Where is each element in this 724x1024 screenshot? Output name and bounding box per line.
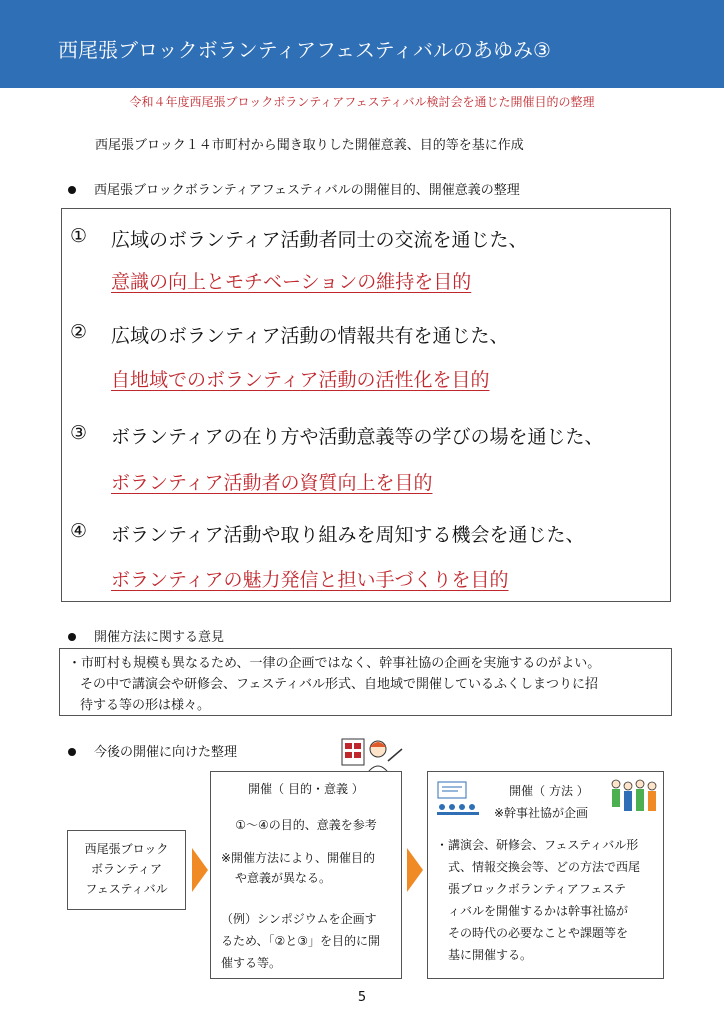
section3-heading-text: 今後の開催に向けた整理 xyxy=(94,745,238,760)
section2-heading-text: 開催方法に関する意見 xyxy=(94,630,225,645)
page-title: 西尾張ブロックボランティアフェスティバルのあゆみ③ xyxy=(58,38,551,62)
method-summary-note: ※幹事社協が企画 xyxy=(494,806,589,820)
people-group-icon xyxy=(608,776,660,822)
body-line: ・講演会、研修会、フェスティバル形 xyxy=(436,838,639,852)
item-line2: 意識の向上とモチベーションの維持を目的 xyxy=(111,271,472,293)
item-line1: 広域のボランティア活動の情報共有を通じた、 xyxy=(111,325,509,347)
item-line1: ボランティアの在り方や活動意義等の学びの場を通じた、 xyxy=(111,426,604,448)
page-number: 5 xyxy=(357,990,367,1005)
header-banner xyxy=(0,0,724,88)
bullet-icon xyxy=(68,186,76,194)
purpose-box xyxy=(61,208,671,602)
opinion-box xyxy=(59,648,672,716)
purpose-summary-title: 開催（ 目的・意義 ） xyxy=(248,782,364,796)
arrow-right-icon xyxy=(192,848,208,892)
bullet-icon xyxy=(68,748,76,756)
item-line1: ボランティア活動や取り組みを周知する機会を通じた、 xyxy=(111,524,585,546)
festival-box-line: ボランティア xyxy=(90,862,163,876)
body-line: 式、情報交換会等、どの方法で西尾 xyxy=(448,860,641,874)
opinion-line: ・市町村も規模も異なるため、一律の企画ではなく、幹事社協の企画を実施するのがよい。 xyxy=(68,656,601,671)
example-line: るため、「②と③」を目的に開 xyxy=(221,934,381,948)
bullet-icon xyxy=(68,633,76,641)
example-line: 催する等。 xyxy=(221,956,282,970)
body-line: 基に開催する。 xyxy=(448,948,533,962)
body-line: その時代の必要なことや課題等を xyxy=(448,926,629,940)
festival-box-line: 西尾張ブロック xyxy=(84,842,169,856)
section3-heading xyxy=(68,741,237,760)
purpose-summary-box xyxy=(210,771,402,979)
purpose-summary-example xyxy=(221,908,380,974)
festival-box-line: フェスティバル xyxy=(85,882,168,896)
note-line: や意義が異なる。 xyxy=(235,871,332,885)
method-summary-body xyxy=(436,834,640,966)
body-line: 張ブロックボランティアフェステ xyxy=(448,882,626,896)
purpose-summary-ref: ①～④の目的、意義を参考 xyxy=(235,818,377,832)
festival-box xyxy=(67,830,186,910)
purpose-summary-note xyxy=(221,848,375,888)
item-number: ② xyxy=(70,321,88,343)
intro-text: 西尾張ブロック１４市町村から聞き取りした開催意義、目的等を基に作成 xyxy=(95,138,524,153)
section1-heading-text: 西尾張ブロックボランティアフェスティバルの開催目的、開催意義の整理 xyxy=(94,183,520,198)
example-line: （例）シンポジウムを企画す xyxy=(221,912,377,926)
item-number: ① xyxy=(70,225,88,247)
section2-heading xyxy=(68,626,224,645)
opinion-line: その中で講演会や研修会、フェスティバル形式、自地域で開催しているふくしまつりに招 xyxy=(80,677,599,692)
method-summary-box xyxy=(427,771,664,979)
item-line2: ボランティアの魅力発信と担い手づくりを目的 xyxy=(111,569,509,591)
note-line: ※開催方法により、開催目的 xyxy=(221,851,376,865)
item-line2: ボランティア活動者の資質向上を目的 xyxy=(111,472,433,494)
item-number: ③ xyxy=(70,422,88,444)
method-summary-title: 開催（ 方法 ） xyxy=(509,784,589,798)
item-line2: 自地域でのボランティア活動の活性化を目的 xyxy=(111,369,490,391)
presenter-illustration-icon xyxy=(340,735,410,775)
arrow-right-icon xyxy=(407,848,423,892)
item-line1: 広域のボランティア活動者同士の交流を通じた、 xyxy=(111,229,528,251)
subtitle: 令和４年度西尾張ブロックボランティアフェスティバル検討会を通じた開催目的の整理 xyxy=(129,95,595,109)
item-number: ④ xyxy=(70,520,88,542)
section1-heading xyxy=(68,179,520,198)
opinion-line: 待する等の形は様々。 xyxy=(80,698,211,713)
body-line: ィバルを開催するかは幹事社協が xyxy=(448,904,629,918)
meeting-icon xyxy=(434,780,484,820)
